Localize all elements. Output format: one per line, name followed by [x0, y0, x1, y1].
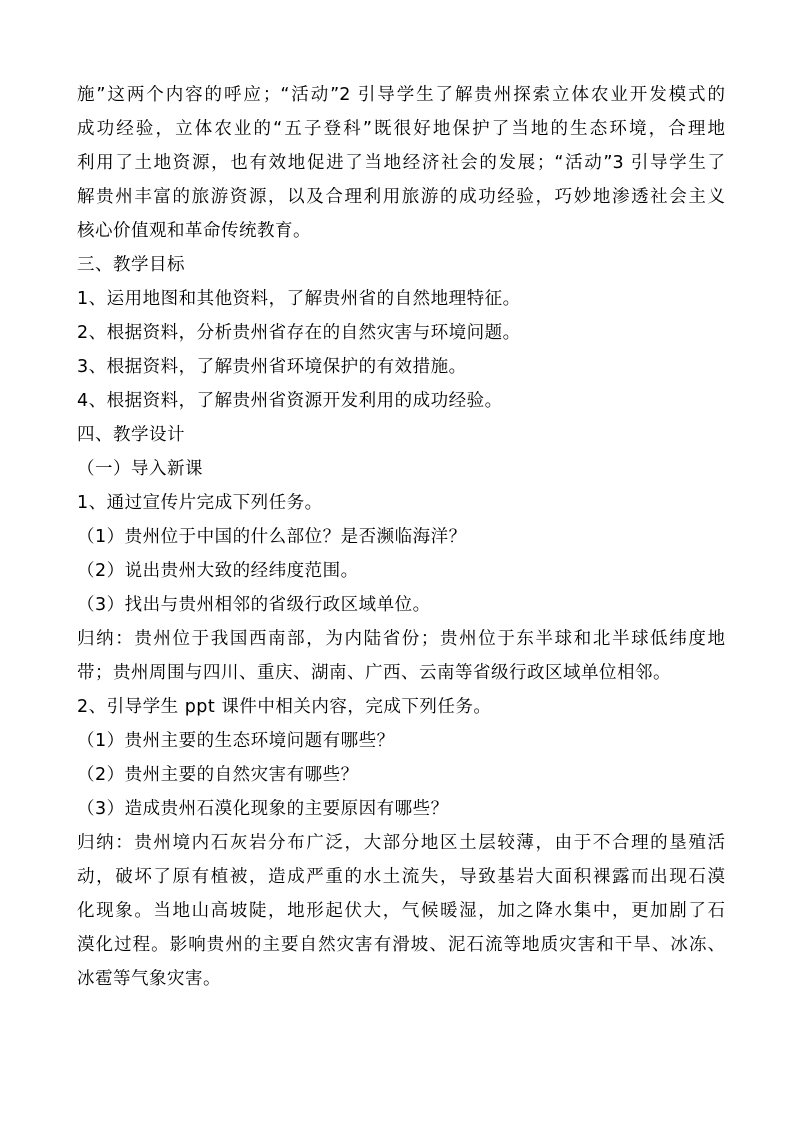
objective-item: 1、运用地图和其他资料，了解贵州省的自然地理特征。 — [77, 289, 521, 309]
subsection-heading-intro: （一）导入新课 — [77, 459, 203, 479]
paragraph-line: 解贵州丰富的旅游资源，以及合理利用旅游的成功经验，巧妙地渗透社会主义 — [77, 187, 725, 207]
objective-item: 2、根据资料，分析贵州省存在的自然灾害与环境问题。 — [77, 323, 521, 343]
objectives-list — [77, 282, 725, 418]
task-2 — [77, 690, 725, 996]
summary-line: 归纳：贵州境内石灰岩分布广泛，大部分地区土层较薄，由于不合理的垦殖活 — [77, 833, 725, 853]
task-question: （3）造成贵州石漠化现象的主要原因有哪些？ — [77, 799, 449, 819]
intro-paragraph — [77, 78, 725, 248]
section-heading-design: 四、教学设计 — [77, 425, 185, 445]
task-question: （1）贵州位于中国的什么部位？是否濒临海洋？ — [77, 527, 467, 547]
paragraph-line: 利用了土地资源，也有效地促进了当地经济社会的发展；“活动”3 引导学生了 — [77, 153, 725, 173]
document-page — [77, 78, 725, 996]
objective-item: 4、根据资料，了解贵州省资源开发利用的成功经验。 — [77, 391, 503, 411]
task-question: （2）贵州主要的自然灾害有哪些？ — [77, 765, 359, 785]
summary-line: 漠化过程。影响贵州的主要自然灾害有滑坡、泥石流等地质灾害和干旱、冰冻、 — [77, 935, 725, 955]
section-heading-objectives: 三、教学目标 — [77, 255, 185, 275]
task-question: （2）说出贵州大致的经纬度范围。 — [77, 561, 359, 581]
summary-line: 带；贵州周围与四川、重庆、湖南、广西、云南等省级行政区域单位相邻。 — [77, 663, 671, 683]
task-question: （3）找出与贵州相邻的省级行政区域单位。 — [77, 595, 431, 615]
paragraph-line: 施”这两个内容的呼应；“活动”2 引导学生了解贵州探索立体农业开发模式的 — [77, 85, 725, 105]
task-1 — [77, 486, 725, 690]
summary-line: 冰雹等气象灾害。 — [77, 969, 221, 989]
task-title: 2、引导学生 ppt 课件中相关内容，完成下列任务。 — [77, 697, 492, 717]
task-title: 1、通过宣传片完成下列任务。 — [77, 493, 323, 513]
task-question: （1）贵州主要的生态环境问题有哪些？ — [77, 731, 395, 751]
summary-line: 动，破坏了原有植被，造成严重的水土流失，导致基岩大面积裸露而出现石漠 — [77, 867, 725, 887]
summary-line: 化现象。当地山高坡陡，地形起伏大，气候暖湿，加之降水集中，更加剧了石 — [77, 901, 725, 921]
paragraph-line: 成功经验，立体农业的“五子登科”既很好地保护了当地的生态环境，合理地 — [77, 119, 725, 139]
paragraph-line: 核心价值观和革命传统教育。 — [77, 221, 311, 241]
summary-line: 归纳：贵州位于我国西南部，为内陆省份；贵州位于东半球和北半球低纬度地 — [77, 629, 725, 649]
objective-item: 3、根据资料，了解贵州省环境保护的有效措施。 — [77, 357, 467, 377]
